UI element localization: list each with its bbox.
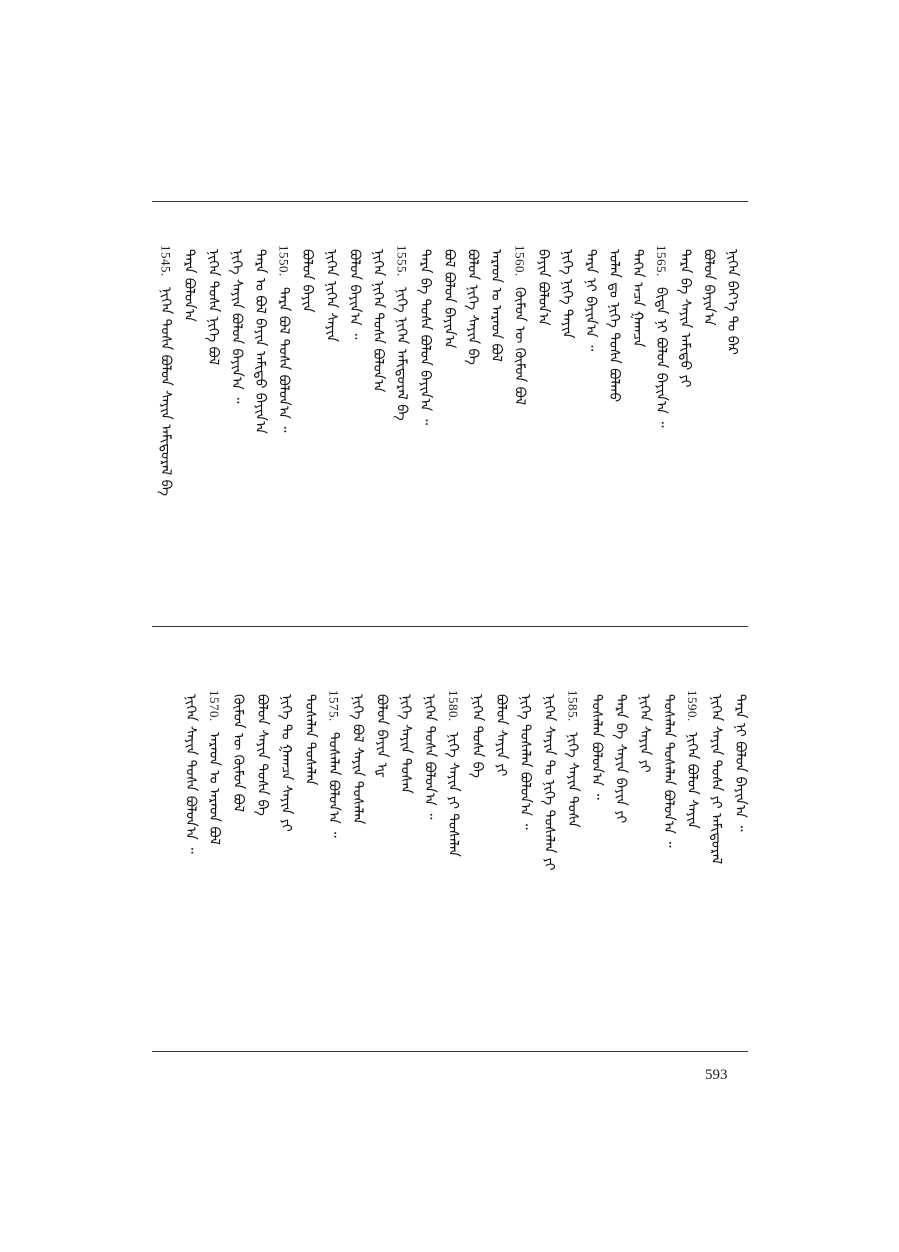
- text-line: [445, 690, 462, 1032]
- line-text: ᠲᠡᠷᠡ ᠪᠣᠯ ᠲᠤᠰᠠ ᠪᠣᠯᠤᠨ᠎ᠠ ᠃: [275, 287, 292, 433]
- text-line: [230, 694, 246, 1034]
- line-text: ᠨᠢᠭᠡ ᠨᠢᠭᠡ ᠲᠠᠶᠢᠨ: [558, 249, 575, 339]
- line-text: ᠨᠢᠭᠡᠨ ᠲᠤᠰᠠ ᠨᠢᠭᠡ ᠪᠣᠯ: [204, 249, 221, 366]
- line-text: ᠬᠦᠮᠦᠨ ᠦ ᠬᠦᠮᠦᠨ ᠪᠣᠯ: [511, 287, 528, 406]
- line-text: ᠪᠣᠯᠤᠨ ᠨᠢᠭᠡ ᠰᠠᠶᠢᠨ ᠪᠡ: [464, 249, 481, 365]
- verse-number: 1570.: [207, 690, 223, 722]
- line-text: ᠨᠢᠭᠡᠨ ᠲᠤᠰᠠ ᠪᠣᠯᠤᠨ ᠰᠠᠶᠢᠨ ᠠᠮᠢᠳᠤᠷᠠᠯ ᠪᠡ: [157, 287, 174, 497]
- line-text: ᠪᠣᠯᠤᠨ ᠪᠠᠶᠢᠨ: [299, 249, 316, 313]
- line-text: ᠪᠣᠯ ᠪᠣᠯᠤᠨ ᠪᠠᠶᠢᠨ᠎ᠠ: [440, 249, 457, 349]
- line-text: ᠨᠢᠭᠡᠨ ᠰᠠᠶᠢᠨ ᠶᠢ: [636, 694, 653, 773]
- line-text: ᠲᠡᠭᠡᠨ ᠠᠴᠠ ᠭᠠᠭᠴᠠ: [629, 249, 646, 348]
- text-line: [606, 249, 622, 579]
- line-text: ᠨᠢᠭᠡ ᠰᠠᠶᠢᠨ ᠪᠣᠯᠤᠨ ᠪᠠᠶᠢᠨ᠎ᠠ ᠃: [228, 249, 245, 404]
- text-line: [302, 694, 318, 1034]
- text-line: [397, 694, 413, 1034]
- text-line: [181, 249, 197, 579]
- text-line: [517, 694, 533, 1034]
- page-number: 593: [705, 1067, 728, 1083]
- line-text: ᠲᠡᠷᠡ ᠪᠡ ᠰᠠᠶᠢᠨ ᠪᠠᠶᠢᠨ ᠶᠢ: [612, 694, 629, 824]
- line-text: ᠤᠯᠠᠨ ᠳᠤ ᠨᠢᠭᠡ ᠲᠤᠰᠠ ᠪᠣᠯᠬᠤ: [606, 249, 622, 403]
- line-text: ᠨᠢᠭᠡᠨ ᠰᠠᠶᠢᠨ ᠲᠤᠰᠠ ᠪᠣᠯᠤᠨ᠎ᠠ ᠃: [182, 694, 199, 854]
- text-line: [724, 249, 740, 579]
- line-text: ᠪᠣᠯᠤᠨ ᠰᠠᠶᠢᠨ ᠶᠢ: [493, 694, 509, 777]
- text-line: [559, 249, 575, 579]
- line-text: ᠲᠤᠰᠠᠯᠠᠨ ᠪᠣᠯᠤᠨ᠎ᠠ ᠃: [325, 732, 342, 838]
- text-line: [421, 694, 437, 1034]
- line-text: ᠨᠢᠭᠡ ᠰᠠᠶᠢᠨ ᠲᠤᠰᠠᠨ: [397, 694, 414, 794]
- text-line: [441, 249, 457, 579]
- text-line: [393, 245, 410, 582]
- text-line: [653, 245, 670, 582]
- verse-number: 1580.: [446, 690, 462, 722]
- line-text: ᠲᠡᠷᠡ ᠨᠢ ᠪᠠᠶᠢᠨ᠎ᠠ ᠃: [582, 249, 599, 352]
- line-text: ᠠᠷᠠᠳ ᠤ ᠠᠷᠠᠳ ᠪᠣᠯ: [488, 249, 504, 362]
- line-text: ᠨᠢᠭᠡᠨ ᠲᠤᠰᠠ ᠪᠣᠯᠤᠨ᠎ᠠ ᠃: [421, 694, 438, 820]
- text-line: [464, 249, 480, 579]
- line-text: ᠪᠢᠳᠡ ᠨᠢ ᠪᠣᠯᠤᠨ ᠪᠠᠶᠢᠨ᠎ᠠ ᠃: [653, 287, 670, 428]
- verse-number: 1565.: [654, 245, 670, 277]
- line-text: ᠨᠢᠭᠡᠨ ᠨᠢᠭᠡᠨ ᠰᠠᠶᠢᠨ: [322, 249, 339, 342]
- text-line: [254, 694, 270, 1034]
- text-line: [708, 694, 724, 1034]
- line-text: ᠲᠡᠷᠡ ᠪᠡ ᠰᠠᠶᠢᠨ ᠠᠮᠢᠳᠤ ᠶᠢ: [676, 249, 693, 388]
- text-line: [613, 694, 629, 1034]
- line-text: ᠨᠢᠭᠡ ᠨᠢᠭᠡᠨ ᠠᠮᠢᠳᠤᠷᠠᠯ ᠪᠡ: [393, 287, 410, 421]
- line-text: ᠨᠢᠭᠡᠨ ᠪᠡᠶ᠎ᠡ ᠲᠤ ᠪᠠᠷ: [724, 249, 740, 355]
- line-text: ᠲᠡᠷᠡ ᠪᠣᠯᠤᠨ᠎ᠠ: [181, 249, 198, 322]
- text-line: [677, 249, 693, 579]
- verse-number: 1550.: [276, 245, 292, 277]
- text-line: [636, 694, 652, 1034]
- text-line: [488, 249, 504, 579]
- line-text: ᠪᠣᠯᠤᠨ ᠰᠠᠶᠢᠨ ᠲᠤᠰᠠ ᠪᠡ: [254, 694, 270, 816]
- text-line: [582, 249, 598, 579]
- text-line: [157, 245, 174, 582]
- line-text: ᠨᠢᠭᠡᠨ ᠨᠢᠭᠡᠨ ᠲᠤᠰᠠ ᠪᠣᠯᠤᠨ᠎ᠠ: [370, 249, 386, 393]
- line-text: ᠨᠢᠭᠡ ᠲᠤᠰᠠᠯᠠᠨ ᠪᠣᠯᠤᠨ᠎ᠠ ᠃: [516, 694, 533, 830]
- verse-number: 1585.: [565, 690, 581, 722]
- bottom-rule: [152, 1051, 748, 1052]
- line-text: ᠲᠤᠰᠠᠯᠠᠨ ᠲᠤᠰᠠᠯᠠᠨ ᠪᠣᠯᠤᠨ᠎ᠠ ᠃: [660, 694, 677, 848]
- text-line: [325, 690, 342, 1032]
- line-text: ᠲᠡᠷᠡ ᠤ ᠪᠣᠯ ᠪᠠᠶᠢᠨ ᠠᠮᠢᠳᠤ ᠪᠠᠶᠢᠨ᠎ᠠ: [252, 249, 268, 434]
- text-line: [206, 690, 223, 1032]
- text-line: [252, 249, 268, 579]
- text-line: [589, 694, 605, 1034]
- line-text: ᠨᠢᠭᠡᠨ ᠪᠣᠯᠤᠨ ᠰᠠᠶᠢᠨ: [684, 732, 701, 829]
- line-text: ᠲᠡᠷᠡ ᠪᠡ ᠲᠤᠰᠠ ᠪᠣᠯᠤᠨ ᠪᠠᠶᠢᠨ᠎ᠠ ᠃: [417, 249, 434, 425]
- text-line: [684, 690, 701, 1032]
- text-line: [541, 694, 557, 1034]
- text-line: [228, 249, 244, 579]
- text-line: [323, 249, 339, 579]
- line-text: ᠨᠢᠭᠡ ᠪᠣᠯ ᠰᠠᠶᠢᠨ ᠲᠤᠰᠠᠯᠠᠨ: [349, 694, 366, 825]
- line-text: ᠬᠦᠮᠦᠨ ᠦ ᠬᠦᠮᠦᠨ ᠪᠣᠯ: [230, 694, 247, 813]
- upper-text-panel: [152, 202, 748, 626]
- line-text: ᠨᠢᠭᠡ ᠰᠠᠶᠢᠨ ᠶᠢ ᠲᠤᠰᠠᠯᠠᠨ: [445, 732, 462, 857]
- text-line: [700, 249, 716, 579]
- verse-number: 1575.: [326, 690, 342, 722]
- line-text: ᠨᠢᠭᠡᠨ ᠰᠠᠶᠢᠨ ᠲᠤᠰᠠ ᠶᠢ ᠠᠮᠢᠳᠤᠷᠠᠯ: [708, 694, 725, 865]
- text-line: [374, 694, 390, 1034]
- text-line: [630, 249, 646, 579]
- line-text: ᠨᠢᠭᠡ ᠲᠤ ᠭᠠᠭᠴᠠ ᠰᠠᠶᠢᠨ ᠶᠢ: [277, 694, 294, 832]
- line-text: ᠪᠠᠶᠢᠨ ᠪᠣᠯᠤᠨ᠎ᠠ: [535, 249, 552, 326]
- text-line: [535, 249, 551, 579]
- line-text: ᠪᠣᠯᠤᠨ ᠪᠠᠶᠢᠨ᠎ᠠ ᠃: [346, 249, 363, 340]
- text-line: [564, 690, 581, 1032]
- text-line: [278, 694, 294, 1034]
- verse-number: 1545.: [158, 245, 174, 277]
- lower-text-panel: [152, 627, 748, 1051]
- line-text: ᠲᠤᠰᠠᠯᠠᠨ ᠲᠤᠰᠠᠯᠠᠨ: [301, 694, 318, 786]
- text-line: [275, 245, 292, 582]
- line-text: ᠨᠢᠭᠡᠨ ᠰᠠᠶᠢᠨ ᠲᠤ ᠨᠢᠭᠡ ᠲᠤᠰᠠᠯᠠᠨ ᠶᠢ: [540, 694, 557, 871]
- line-text: ᠠᠷᠠᠳ ᠤ ᠠᠷᠠᠳ ᠪᠣᠯ: [206, 732, 223, 845]
- text-line: [469, 694, 485, 1034]
- text-line: [417, 249, 433, 579]
- line-text: ᠨᠢᠭᠡ ᠰᠠᠶᠢᠨ ᠲᠤᠰᠠ: [564, 732, 581, 828]
- text-line: [350, 694, 366, 1034]
- text-line: [660, 694, 676, 1034]
- verse-number: 1560.: [512, 245, 528, 277]
- line-text: ᠲᠡᠷᠡ ᠨᠢ ᠪᠣᠯᠤᠨ ᠪᠠᠶᠢᠨ᠎ᠠ ᠃: [732, 694, 748, 832]
- text-line: [511, 245, 528, 582]
- line-text: ᠲᠤᠰᠠᠯᠠᠨ ᠪᠣᠯᠤᠨ᠎ᠠ ᠃: [588, 694, 605, 800]
- text-line: [182, 694, 198, 1034]
- verse-number: 1555.: [394, 245, 410, 277]
- text-line: [493, 694, 509, 1034]
- line-text: ᠪᠣᠯᠤᠨ ᠪᠠᠶᠢᠨ ᠾ: [373, 694, 390, 778]
- text-line: [346, 249, 362, 579]
- text-line: [205, 249, 221, 579]
- text-line: [370, 249, 386, 579]
- line-text: ᠪᠣᠯᠤᠨ ᠪᠠᠶᠢᠨ᠎ᠠ: [700, 249, 717, 326]
- text-line: [299, 249, 315, 579]
- line-text: ᠨᠢᠭᠡᠨ ᠲᠤᠰᠠ ᠪᠡ: [469, 694, 486, 779]
- verse-number: 1590.: [685, 690, 701, 722]
- text-line: [732, 694, 748, 1034]
